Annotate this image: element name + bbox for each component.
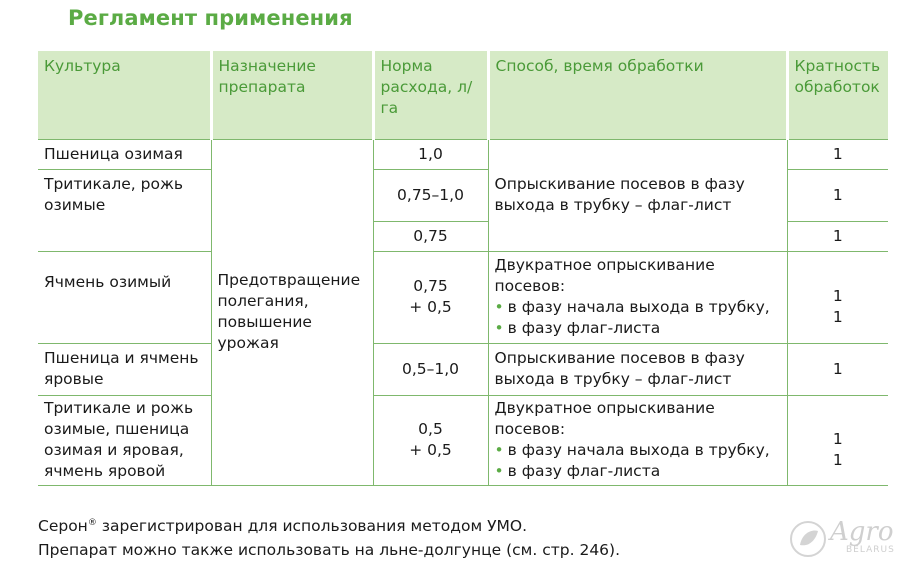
method-cell: Опрыскивание посевов в фазу выхода в трубку – флаг-лист bbox=[488, 139, 787, 251]
leaf-icon bbox=[788, 519, 828, 559]
header-method: Способ, время обработки bbox=[488, 51, 787, 139]
multiplicity-cell bbox=[787, 251, 888, 343]
bullet-icon: • bbox=[494, 441, 504, 459]
method-intro: Двукратное опрыскивание посевов: bbox=[494, 256, 715, 295]
rate-cell: 0,75 bbox=[373, 221, 488, 251]
multiplicity-cell: 1 bbox=[787, 221, 888, 251]
bullet-icon: • bbox=[494, 298, 504, 316]
crop-cell: Тритикале, рожь озимые bbox=[38, 169, 211, 251]
registered-mark: ® bbox=[87, 517, 97, 528]
header-purpose: Назначение препарата bbox=[211, 51, 373, 139]
rate-value: 0,5 bbox=[418, 420, 443, 438]
header-crop: Культура bbox=[38, 51, 211, 139]
method-cell: Опрыскивание посевов в фазу выхода в трубку – флаг-лист bbox=[488, 343, 787, 395]
rate-value: + 0,5 bbox=[409, 298, 452, 316]
rate-value: + 0,5 bbox=[409, 441, 452, 459]
agro-belarus-logo bbox=[788, 515, 898, 563]
table-row bbox=[38, 395, 888, 485]
table-row bbox=[38, 139, 888, 169]
rate-cell bbox=[373, 395, 488, 485]
method-intro: Двукратное опрыскивание посевов: bbox=[494, 399, 715, 438]
method-item: в фазу флаг-листа bbox=[507, 462, 661, 480]
crop-cell: Пшеница озимая bbox=[38, 139, 211, 169]
multiplicity-cell: 1 bbox=[787, 343, 888, 395]
rate-cell: 0,75–1,0 bbox=[373, 169, 488, 221]
footer-text: зарегистрирован для использования методом УМО. bbox=[96, 517, 528, 535]
purpose-cell: Предотвращение полегания, повышение урожая bbox=[211, 139, 373, 485]
multiplicity-cell bbox=[787, 395, 888, 485]
rate-cell: 1,0 bbox=[373, 139, 488, 169]
method-cell bbox=[488, 395, 787, 485]
rate-cell bbox=[373, 251, 488, 343]
method-item: в фазу начала выхода в трубку, bbox=[507, 298, 770, 316]
footer-note-flax: Препарат можно также использовать на льне-долгунце (см. стр. 246). bbox=[38, 541, 621, 559]
multiplicity-cell: 1 bbox=[787, 169, 888, 221]
logo-sub: BELARUS bbox=[846, 545, 895, 555]
header-multiplicity: Кратность обработок bbox=[787, 51, 888, 139]
table-row bbox=[38, 251, 888, 343]
method-item: в фазу флаг-листа bbox=[507, 319, 661, 337]
method-item: в фазу начала выхода в трубку, bbox=[507, 441, 770, 459]
regulation-table bbox=[38, 51, 888, 486]
multiplicity-cell: 1 bbox=[787, 139, 888, 169]
crop-cell: Ячмень озимый bbox=[38, 251, 211, 343]
crop-cell: Тритикале и рожь озимые, пшеница озимая и яровая, ячмень яровой bbox=[38, 395, 211, 485]
table-header-row bbox=[38, 51, 888, 139]
page-title: Регламент применения bbox=[68, 6, 353, 30]
bullet-icon: • bbox=[494, 319, 504, 337]
method-cell bbox=[488, 251, 787, 343]
product-name: Серон bbox=[38, 517, 88, 535]
crop-cell: Пшеница и ячмень яровые bbox=[38, 343, 211, 395]
rate-cell: 0,5–1,0 bbox=[373, 343, 488, 395]
footer-note-umo bbox=[38, 517, 527, 535]
multiplicity-value: 1 bbox=[832, 287, 843, 305]
logo-word: Agro bbox=[830, 517, 894, 547]
multiplicity-value: 1 bbox=[832, 308, 843, 326]
multiplicity-value: 1 bbox=[832, 451, 843, 469]
table-row bbox=[38, 343, 888, 395]
bullet-icon: • bbox=[494, 462, 504, 480]
multiplicity-value: 1 bbox=[832, 430, 843, 448]
rate-value: 0,75 bbox=[413, 277, 448, 295]
header-rate: Норма расхода, л/га bbox=[373, 51, 488, 139]
